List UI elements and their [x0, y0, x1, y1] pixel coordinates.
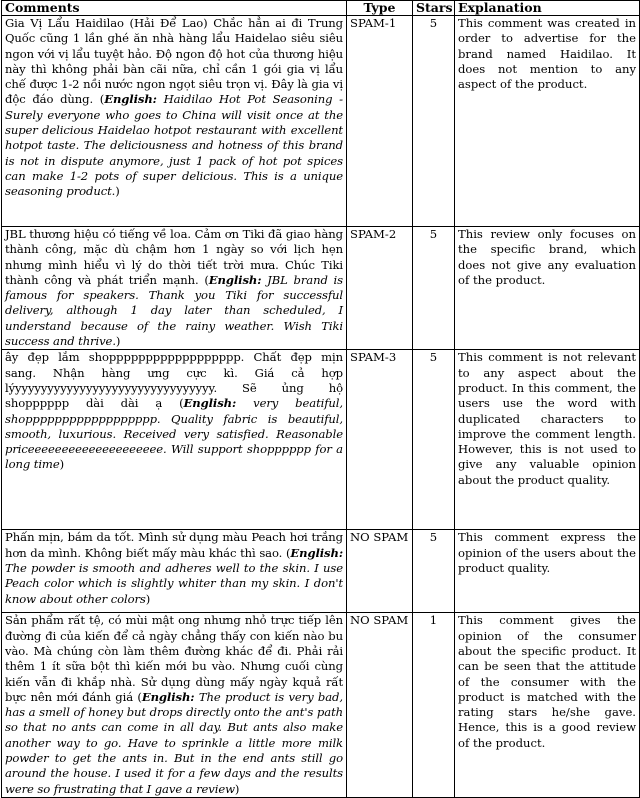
stars-cell: 5 [413, 227, 455, 350]
type-cell: NO SPAM [347, 530, 413, 613]
comment-cell: JBL thương hiệu có tiếng về loa. Cảm ơn Tiki đã giao hàng thành công, mặc dù chậm hơn 1 ngày so với lịch hẹn nhưng mình hiểu vì lý do thời tiết trời mưa. Chúc Tiki thành công và phát triển mạnh. (English: JBL brand is famous for speakers. Thank you Tiki for successful delivery, although 1 day later than scheduled, I understand because of the rainy weather. Wish Tiki success and thrive.) [2, 227, 347, 350]
table-row [2, 530, 640, 613]
comment-english: The powder is smooth and adheres well to the skin. I use Peach color which is slightly whiter than my skin. I don't know about other colors [5, 560, 343, 606]
english-label: English: [208, 272, 262, 287]
comment-vietnamese: JBL thương hiệu có tiếng về loa. Cảm ơn Tiki đã giao hàng thành công, mặc dù chậm hơn 1 ngày so với lịch hẹn nhưng mình hiểu vì lý do thời tiết trời mưa. Chúc Tiki thành công và phát triển mạnh. [5, 227, 343, 287]
header-row [2, 1, 640, 16]
table-row [2, 16, 640, 227]
english-label: English: [141, 689, 195, 704]
header-comments: Comments [2, 1, 347, 16]
comment-cell: Phấn mịn, bám da tốt. Mình sử dụng màu Peach hơi trắng hơn da mình. Không biết mấy màu khác thì sao. (English: The powder is smooth and adheres well to the skin. I use Peach color which is slightly whiter than my skin. I don't know about other colors) [2, 530, 347, 613]
comment-vietnamese: ây đẹp lắm shopppppppppppppppppp. Chất đẹp mịn sang. Nhận hàng ưng cực kì. Giá cả hợp lýyyyyyyyyyyyyyyyyyyyyyyyyyyyyyyy. Sẽ ủng hộ shopppppp dài dài ạ [5, 350, 343, 411]
comment-vietnamese: Sản phẩm rất tệ, có mùi mật ong nhưng nhỏ trực tiếp lên đường đi của kiến để cả ngày chẳng thấy con kiến nào bu vào. Mà chúng còn làm thêm đường khác để đi. Phải rải thêm 1 ít sữa bột thì kiến mới bu vào. Nhưng cuối cùng kiến vẫn đi khắp nhà. Sử dụng dùng mấy ngày kquả rất bực nên mới đánh giá [5, 613, 343, 704]
comment-english: The product is very bad, has a smell of honey but drops directly onto the ant's path so that no ants can come in all day. But ants also make another way to go. Have to sprinkle a little more milk powder to get the ants in. But in the end ants still go around the house. I used it for a few days and the results were so frustrating that I gave a review [5, 689, 343, 796]
type-cell: SPAM-1 [347, 16, 413, 227]
stars-cell: 1 [413, 613, 455, 798]
explanation-cell: This comment is not relevant to any aspect about the product. In this comment, the users use the word with duplicated characters to improve the comment length. However, this is not used to give any valuable opinion about the product quality. [455, 350, 640, 530]
explanation-cell: This comment express the opinion of the users about the product quality. [455, 530, 640, 613]
explanation-cell: This review only focuses on the specific brand, which does not give any evaluation of the product. [455, 227, 640, 350]
explanation-cell: This comment gives the opinion of the consumer about the specific product. It can be seen that the attitude of the consumer with the product is matched with the rating stars he/she gave. Hence, this is a good review of the product. [455, 613, 640, 798]
header-type: Type [347, 1, 413, 16]
english-label: English: [183, 396, 237, 411]
comment-english: very beatiful, shopppppppppppppppppp. Quality fabric is beautiful, smooth, luxurious. Received very satisfied. Reasonable priceeeeeeeeeeeeeeeeeeee. Will support shopppppp for a long time [5, 396, 343, 472]
explanation-cell: This comment was created in order to advertise for the brand named Haidilao. It does not mention to any aspect of the product. [455, 16, 640, 227]
spam-examples-table [1, 0, 640, 798]
stars-cell: 5 [413, 16, 455, 227]
type-cell: SPAM-3 [347, 350, 413, 530]
stars-cell: 5 [413, 530, 455, 613]
comment-english: Haidilao Hot Pot Seasoning - Surely everyone who goes to China will visit once at the super delicious Haidelao hotpot restaurant with excellent hotpot taste. The deliciousness and hotness of this brand is not in dispute anymore, just 1 pack of hot pot spices can make 1-2 pots of super delicious. This is a unique seasoning product. [5, 92, 343, 199]
comment-cell: ây đẹp lắm shopppppppppppppppppp. Chất đẹp mịn sang. Nhận hàng ưng cực kì. Giá cả hợp lýyyyyyyyyyyyyyyyyyyyyyyyyyyyyyyy. Sẽ ủng hộ shopppppp dài dài ạ (English: very beatiful, shopppppppppppppppppp. Quality fabric is beautiful, smooth, luxurious. Received very satisfied. Reasonable priceeeeeeeeeeeeeeeeeeee. Will support shopppppp for a long time) [2, 350, 347, 530]
english-label: English: [104, 92, 157, 107]
comment-vietnamese: Phấn mịn, bám da tốt. Mình sử dụng màu Peach hơi trắng hơn da mình. Không biết mấy màu khác thì sao. [5, 530, 343, 560]
table-row [2, 613, 640, 798]
comment-vietnamese: Gia Vị Lẩu Haidilao (Hải Để Lao) Chắc hẳn ai đi Trung Quốc cũng 1 lần ghé ăn nhà hàng lẩu Haidelao siêu siêu ngon với vị lẩu tuyệt hảo. Độ ngon độ hot của thương hiệu này thì không phải bàn cãi nữa, chỉ cần 1 gói gia vị lẩu chế được 1-2 nồi nước ngon ngọt siêu trọn vị. Đây là gia vị độc đáo dùng. [5, 16, 343, 107]
table-row [2, 350, 640, 530]
comment-cell: Sản phẩm rất tệ, có mùi mật ong nhưng nhỏ trực tiếp lên đường đi của kiến để cả ngày chẳng thấy con kiến nào bu vào. Mà chúng còn làm thêm đường khác để đi. Phải rải thêm 1 ít sữa bột thì kiến mới bu vào. Nhưng cuối cùng kiến vẫn đi khắp nhà. Sử dụng dùng mấy ngày kquả rất bực nên mới đánh giá (English: The product is very bad, has a smell of honey but drops directly onto the ant's path so that no ants can come in all day. But ants also make another way to go. Have to sprinkle a little more milk powder to get the ants in. But in the end ants still go around the house. I used it for a few days and the results were so frustrating that I gave a review) [2, 613, 347, 798]
table-row [2, 227, 640, 350]
comment-cell: Gia Vị Lẩu Haidilao (Hải Để Lao) Chắc hẳn ai đi Trung Quốc cũng 1 lần ghé ăn nhà hàng lẩu Haidelao siêu siêu ngon với vị lẩu tuyệt hảo. Độ ngon độ hot của thương hiệu này thì không phải bàn cãi nữa, chỉ cần 1 gói gia vị lẩu chế được 1-2 nồi nước ngon ngọt siêu trọn vị. Đây là gia vị độc đáo dùng. (English: Haidilao Hot Pot Seasoning - Surely everyone who goes to China will visit once at the super delicious Haidelao hotpot restaurant with excellent hotpot taste. The deliciousness and hotness of this brand is not in dispute anymore, just 1 pack of hot pot spices can make 1-2 pots of super delicious. This is a unique seasoning product.) [2, 16, 347, 227]
header-explanation: Explanation [455, 1, 640, 16]
header-stars: Stars [413, 1, 455, 16]
stars-cell: 5 [413, 350, 455, 530]
english-label: English: [290, 545, 343, 560]
comment-english: JBL brand is famous for speakers. Thank you Tiki for successful delivery, although 1 day later than scheduled, I understand because of the rainy weather. Wish Tiki success and thrive. [5, 272, 343, 349]
type-cell: NO SPAM [347, 613, 413, 798]
type-cell: SPAM-2 [347, 227, 413, 350]
